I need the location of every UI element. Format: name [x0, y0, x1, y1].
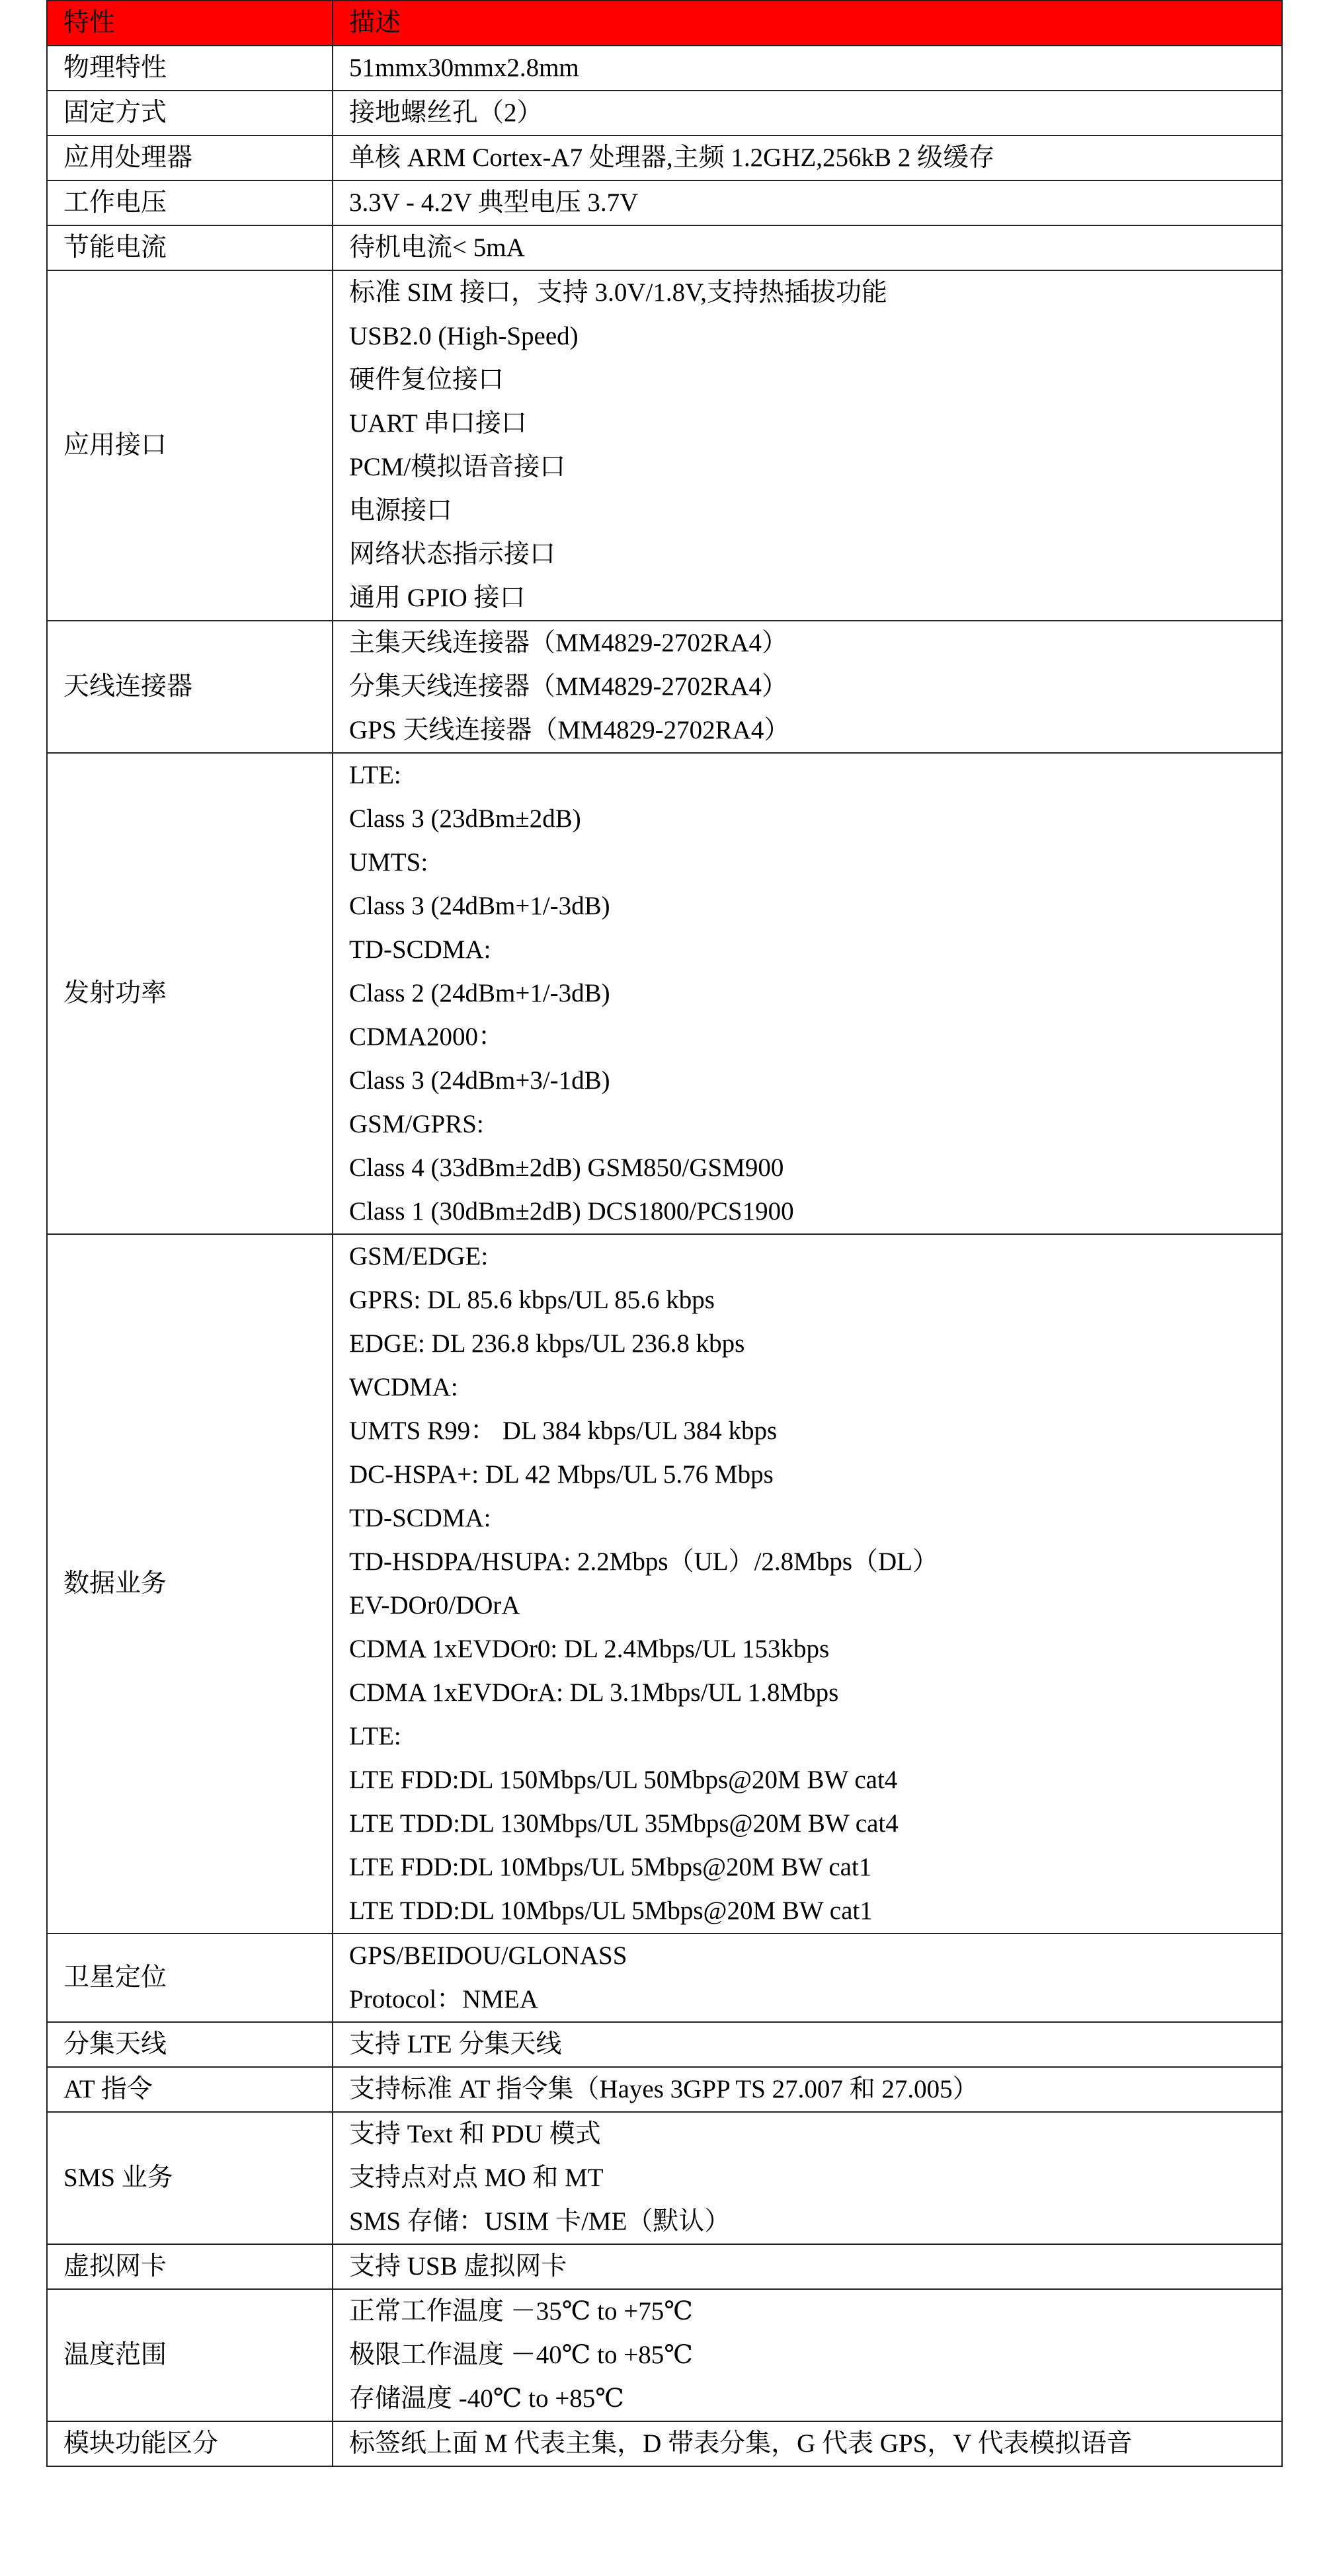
description-line: TD-HSDPA/HSUPA: 2.2Mbps（UL）/2.8Mbps（DL） — [349, 1547, 939, 1576]
table-row — [47, 225, 1282, 270]
description-line: EV-DOr0/DOrA — [349, 1591, 520, 1620]
description-cell — [333, 753, 1282, 1234]
description-cell — [333, 2112, 1282, 2244]
description-line: UMTS: — [349, 848, 428, 877]
description-line: GPS/BEIDOU/GLONASS — [349, 1941, 627, 1970]
description-line: 支持 LTE 分集天线 — [349, 2030, 562, 2058]
feature-cell: 分集天线 — [47, 2022, 333, 2067]
table-row — [47, 753, 1282, 1234]
description-line: EDGE: DL 236.8 kbps/UL 236.8 kbps — [349, 1329, 745, 1358]
table-row — [47, 2022, 1282, 2067]
feature-cell: 发射功率 — [47, 753, 333, 1234]
description-cell — [333, 180, 1282, 225]
description-line: 支持标准 AT 指令集（Hayes 3GPP TS 27.007 和 27.005） — [349, 2075, 979, 2103]
description-line: UMTS R99： DL 384 kbps/UL 384 kbps — [349, 1417, 778, 1445]
description-line: Protocol：NMEA — [349, 1985, 538, 2013]
table-row — [47, 46, 1282, 91]
description-line: UART 串口接口 — [349, 409, 527, 438]
description-line: Class 3 (23dBm±2dB) — [349, 804, 581, 833]
feature-cell: 应用处理器 — [47, 136, 333, 180]
table-row — [47, 180, 1282, 225]
description-line: 主集天线连接器（MM4829-2702RA4） — [349, 629, 788, 657]
description-line: GPS 天线连接器（MM4829-2702RA4） — [349, 716, 790, 744]
description-line: 支持点对点 MO 和 MT — [349, 2164, 604, 2192]
feature-cell: 物理特性 — [47, 46, 333, 91]
description-cell — [333, 2244, 1282, 2289]
spec-sheet — [46, 0, 1281, 2467]
description-line: 待机电流< 5mA — [349, 233, 525, 262]
description-line: 电源接口 — [349, 496, 453, 525]
description-line: 通用 GPIO 接口 — [349, 584, 526, 612]
description-line: 支持 USB 虚拟网卡 — [349, 2252, 567, 2281]
description-line: 硬件复位接口 — [349, 366, 504, 394]
feature-cell: 天线连接器 — [47, 621, 333, 753]
description-line: WCDMA: — [349, 1373, 458, 1401]
feature-cell: SMS 业务 — [47, 2112, 333, 2244]
description-line: 分集天线连接器（MM4829-2702RA4） — [349, 672, 788, 701]
table-row — [47, 2067, 1282, 2112]
table-row — [47, 2244, 1282, 2289]
table-row — [47, 270, 1282, 621]
description-line: CDMA2000： — [349, 1023, 504, 1051]
description-line: Class 3 (24dBm+3/-1dB) — [349, 1066, 610, 1095]
description-line: GSM/EDGE: — [349, 1242, 489, 1270]
description-line: 51mmx30mmx2.8mm — [349, 54, 579, 82]
description-line: GPRS: DL 85.6 kbps/UL 85.6 kbps — [349, 1286, 715, 1314]
feature-cell: AT 指令 — [47, 2067, 333, 2112]
header-description: 描述 — [333, 1, 1282, 46]
feature-cell: 固定方式 — [47, 91, 333, 136]
description-line: Class 2 (24dBm+1/-3dB) — [349, 979, 610, 1007]
table-row — [47, 2421, 1282, 2466]
description-line: TD-SCDMA: — [349, 1504, 491, 1532]
feature-cell: 温度范围 — [47, 2289, 333, 2421]
description-line: LTE TDD:DL 130Mbps/UL 35Mbps@20M BW cat4 — [349, 1809, 899, 1838]
description-line: LTE TDD:DL 10Mbps/UL 5Mbps@20M BW cat1 — [349, 1896, 873, 1925]
description-line: 标准 SIM 接口，支持 3.0V/1.8V,支持热插拔功能 — [349, 278, 887, 307]
description-line: Class 4 (33dBm±2dB) GSM850/GSM900 — [349, 1153, 784, 1182]
description-line: 网络状态指示接口 — [349, 540, 556, 568]
description-line: CDMA 1xEVDOr0: DL 2.4Mbps/UL 153kbps — [349, 1635, 830, 1663]
description-line: TD-SCDMA: — [349, 935, 491, 964]
header-feature: 特性 — [47, 1, 333, 46]
table-row — [47, 2289, 1282, 2421]
description-line: LTE: — [349, 1722, 401, 1750]
description-cell — [333, 225, 1282, 270]
table-row — [47, 91, 1282, 136]
feature-cell: 应用接口 — [47, 270, 333, 621]
description-line: USB2.0 (High-Speed) — [349, 322, 579, 350]
description-cell — [333, 2067, 1282, 2112]
table-row — [47, 1933, 1282, 2022]
description-line: CDMA 1xEVDOrA: DL 3.1Mbps/UL 1.8Mbps — [349, 1678, 839, 1707]
description-line: 极限工作温度 －40℃ to +85℃ — [349, 2341, 693, 2369]
description-line: 接地螺丝孔（2） — [349, 98, 543, 127]
table-row — [47, 136, 1282, 180]
description-line: PCM/模拟语音接口 — [349, 453, 566, 481]
description-line: 单核 ARM Cortex-A7 处理器,主频 1.2GHZ,256kB 2 级缓存 — [349, 143, 995, 172]
description-line: LTE FDD:DL 150Mbps/UL 50Mbps@20M BW cat4 — [349, 1766, 898, 1794]
description-cell — [333, 1933, 1282, 2022]
description-cell — [333, 1234, 1282, 1933]
description-cell — [333, 136, 1282, 180]
feature-cell: 虚拟网卡 — [47, 2244, 333, 2289]
description-line: GSM/GPRS: — [349, 1110, 484, 1138]
table-row — [47, 621, 1282, 753]
table-header-row — [47, 1, 1282, 46]
description-line: DC-HSPA+: DL 42 Mbps/UL 5.76 Mbps — [349, 1460, 774, 1489]
description-line: SMS 存储：USIM 卡/ME（默认） — [349, 2207, 731, 2236]
feature-cell: 模块功能区分 — [47, 2421, 333, 2466]
description-cell — [333, 2022, 1282, 2067]
description-cell — [333, 2289, 1282, 2421]
feature-cell: 卫星定位 — [47, 1933, 333, 2022]
table-body — [47, 46, 1282, 2466]
description-cell — [333, 2421, 1282, 2466]
description-cell — [333, 91, 1282, 136]
description-cell — [333, 46, 1282, 91]
description-cell — [333, 270, 1282, 621]
description-line: Class 1 (30dBm±2dB) DCS1800/PCS1900 — [349, 1197, 794, 1226]
description-line: 3.3V - 4.2V 典型电压 3.7V — [349, 188, 639, 217]
description-line: 标签纸上面 M 代表主集，D 带表分集，G 代表 GPS，V 代表模拟语音 — [349, 2429, 1133, 2458]
description-line: Class 3 (24dBm+1/-3dB) — [349, 892, 610, 920]
feature-cell: 节能电流 — [47, 225, 333, 270]
description-line: LTE: — [349, 761, 401, 789]
description-line: 正常工作温度 －35℃ to +75℃ — [349, 2297, 693, 2325]
description-line: 存储温度 -40℃ to +85℃ — [349, 2384, 624, 2413]
feature-cell: 数据业务 — [47, 1234, 333, 1933]
table-row — [47, 1234, 1282, 1933]
spec-table — [46, 0, 1283, 2467]
description-line: 支持 Text 和 PDU 模式 — [349, 2120, 601, 2148]
table-row — [47, 2112, 1282, 2244]
description-cell — [333, 621, 1282, 753]
feature-cell: 工作电压 — [47, 180, 333, 225]
description-line: LTE FDD:DL 10Mbps/UL 5Mbps@20M BW cat1 — [349, 1853, 872, 1881]
